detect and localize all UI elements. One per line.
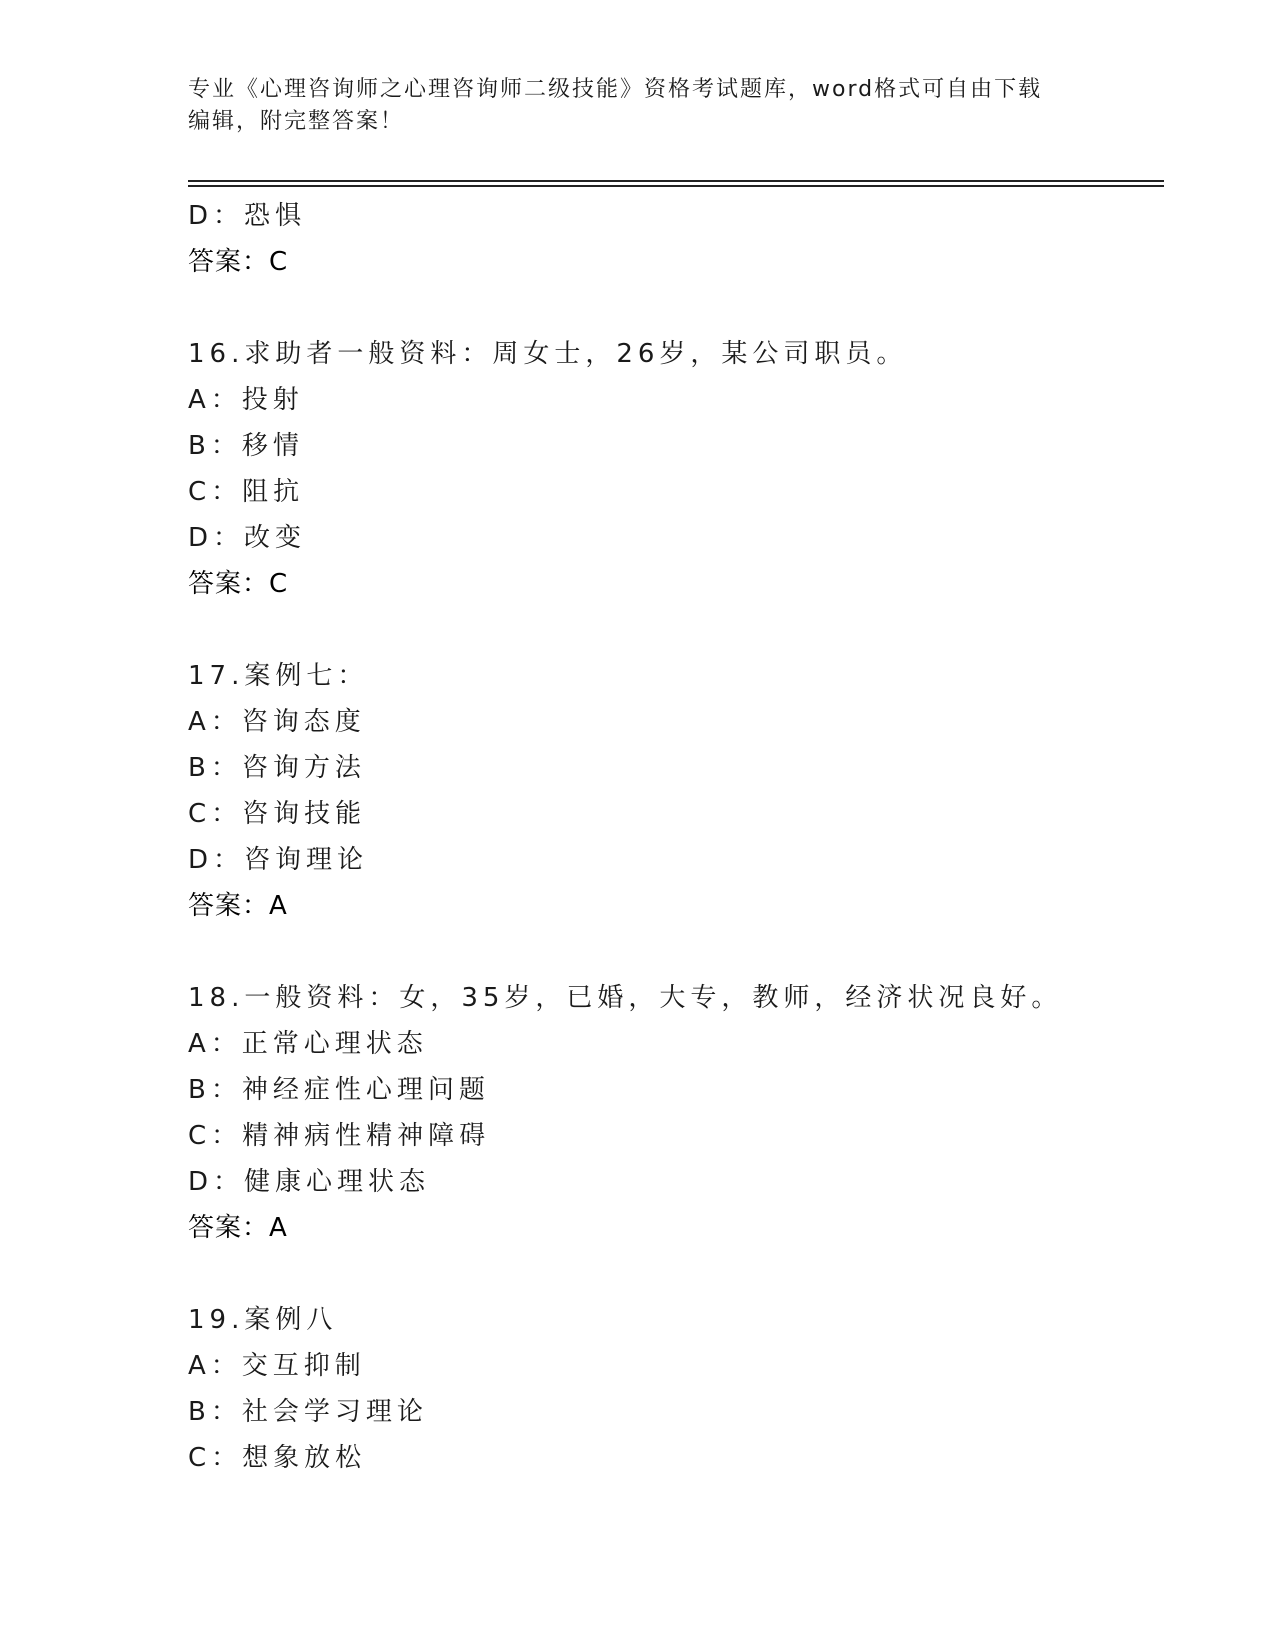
option-d: D：改变 (188, 523, 307, 553)
question-stem: 17.案例七： (188, 661, 369, 691)
option-b: B：移情 (188, 431, 304, 461)
document-header (188, 74, 1088, 138)
question-stem: 16.求助者一般资料：周女士，26岁，某公司职员。 (188, 339, 908, 369)
option-a: A：交互抑制 (188, 1351, 366, 1381)
question-stem: 19.案例八 (188, 1305, 338, 1335)
question-stem: 18.一般资料：女，35岁，已婚，大专，教师，经济状况良好。 (188, 983, 1063, 1013)
option-b: B：社会学习理论 (188, 1397, 428, 1427)
question-18 (188, 975, 1148, 1251)
header-divider-top (188, 180, 1164, 182)
option-b: B：神经症性心理问题 (188, 1075, 490, 1105)
question-16 (188, 331, 1148, 607)
question-17 (188, 653, 1148, 929)
option-a: A：正常心理状态 (188, 1029, 428, 1059)
spacer (188, 1251, 1148, 1297)
option-a: A：咨询态度 (188, 707, 366, 737)
spacer (188, 285, 1148, 331)
option-c: C：想象放松 (188, 1443, 367, 1473)
option-c: C：精神病性精神障碍 (188, 1121, 491, 1151)
option-d: D：健康心理状态 (188, 1167, 431, 1197)
q15-option-d: D：恐惧 (188, 201, 307, 231)
header-line-2: 编辑，附完整答案！ (188, 109, 405, 134)
header-divider-bottom (188, 185, 1164, 187)
q15-answer: 答案：C (188, 247, 289, 277)
answer: 答案：A (188, 891, 288, 921)
option-a: A：投射 (188, 385, 304, 415)
option-b: B：咨询方法 (188, 753, 366, 783)
option-d: D：咨询理论 (188, 845, 369, 875)
question-19 (188, 1297, 1148, 1481)
option-c: C：咨询技能 (188, 799, 367, 829)
answer: 答案：A (188, 1213, 288, 1243)
spacer (188, 607, 1148, 653)
header-line-1: 专业《心理咨询师之心理咨询师二级技能》资格考试题库，word格式可自由下载 (188, 77, 1043, 102)
answer: 答案：C (188, 569, 289, 599)
option-c: C：阻抗 (188, 477, 305, 507)
spacer (188, 929, 1148, 975)
question-list (188, 193, 1148, 1481)
